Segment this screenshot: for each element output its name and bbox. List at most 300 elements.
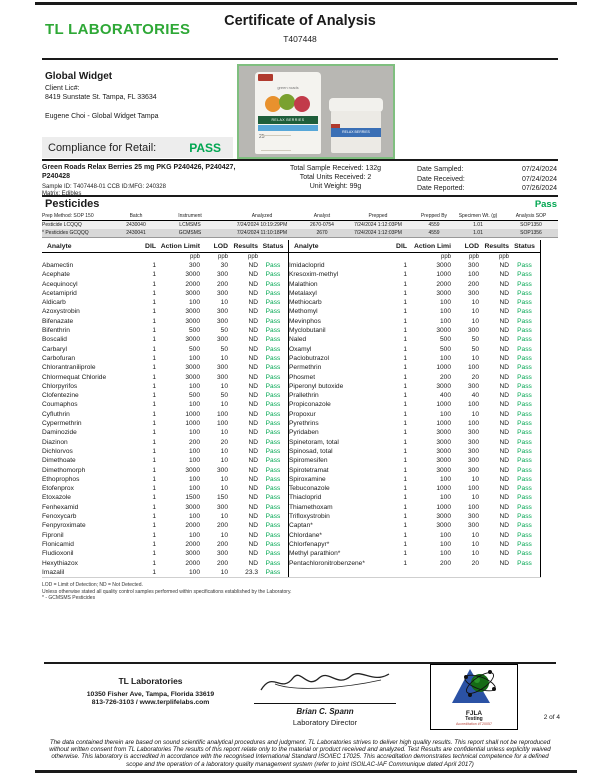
client-name: Global Widget [45,71,113,82]
dil-value: 1 [152,382,156,390]
analyte-row [42,484,288,493]
pouch-brand-text: green roads [277,85,299,90]
unit-ppb: ppb [468,254,479,260]
lod-value: 10 [471,540,479,548]
analyte-name: Carbaryl [42,345,67,353]
analyte-row [42,503,288,512]
analyte-name: Flonicamid [42,540,74,548]
action-limit-value: 3000 [185,364,200,372]
pesticides-title: Pesticides [45,198,100,210]
lod-value: 10 [471,317,479,325]
action-limit-value: 100 [439,317,451,325]
signature-image [255,666,395,698]
lod-value: 10 [220,382,228,390]
analyte-row [42,559,288,568]
result-value: ND [499,540,509,548]
dil-value: 1 [403,410,407,418]
lod-value: 10 [220,475,228,483]
results-col-header: Results [479,240,509,253]
lod-value: 300 [467,447,479,455]
analyte-row [42,549,288,558]
status-col-header: Status [258,240,288,253]
dil-value: 1 [403,420,407,428]
status-value: Pass [517,447,532,455]
lod-value: 10 [471,410,479,418]
result-value: ND [499,262,509,269]
dil-value: 1 [152,364,156,372]
result-value: ND [248,522,258,530]
lab-contact-block [58,676,243,708]
status-value: Pass [265,550,281,558]
action-limit-value: 200 [188,438,200,446]
status-value: Pass [265,364,281,372]
lod-value: 150 [216,494,228,502]
analyte-row [289,493,540,502]
analyte-name: Chlorantraniliprole [42,364,96,372]
action-limit-value: 100 [188,354,200,362]
legal-disclaimer: The data contained therein are based on sound scientific analytical procedures and judgment. TL Laboratories strives to deliver high quality results. This report shall not be reproduced without written consent from TL Laboratories The results of this report relate only to the material or product received and analyzed. Test Results are confidential unless explicitly waived otherwise. This laboratory is accredited in accordance with the recognised International Standard ISO/IEC 17025. This accreditation demonstrates technical competence for a defined scope and the operation of a laboratory quality management system (refer to joint ISOILAC-IAF Communique dated April 2017) [49,738,551,768]
status-value: Pass [265,299,281,307]
action-limit-value: 3000 [436,289,451,297]
dil-value: 1 [403,475,407,483]
dil-value: 1 [403,550,407,558]
action-limit-value: 200 [439,559,451,567]
result-value: ND [499,336,509,344]
status-value: Pass [265,345,281,353]
analyte-row [42,568,288,577]
dil-value: 1 [152,531,156,539]
signer-title: Laboratory Director [292,717,358,727]
analyte-table-left [42,240,289,577]
dil-value: 1 [403,559,407,567]
analyte-name: Acequinocyl [42,280,78,288]
pouch-text-lines [261,135,291,151]
action-limit-value: 2000 [185,280,200,288]
unit-ppb: ppb [440,254,451,260]
result-value: ND [499,522,509,530]
pesticides-section-header [0,198,600,211]
report-header [0,5,600,58]
lod-value: 100 [216,420,228,428]
action-limit-value: 1000 [436,420,451,428]
analyte-row [42,289,288,298]
result-value: ND [499,513,509,521]
dil-value: 1 [152,457,156,465]
compliance-status: PASS [189,140,221,155]
result-value: ND [248,513,258,521]
result-value: ND [248,494,258,502]
result-value: ND [499,410,509,418]
lod-value: 10 [471,475,479,483]
status-value: Pass [265,494,281,502]
prepped-header: Prepped [340,211,416,221]
result-value: ND [248,373,258,381]
dil-value: 1 [403,354,407,362]
lod-value: 300 [216,271,228,279]
analyte-results-tables [42,240,541,578]
analyte-row [42,317,288,326]
result-value: ND [248,531,258,539]
dil-value: 1 [403,336,407,344]
dil-value: 1 [403,392,407,400]
status-value: Pass [265,420,281,428]
lod-value: 300 [467,382,479,390]
action-limit-value: 100 [439,354,451,362]
analyte-name: Methyl parathion* [289,550,341,558]
result-value: ND [248,308,258,316]
dil-value: 1 [152,345,156,353]
result-value: ND [248,457,258,465]
analyte-row [42,261,288,270]
lod-value: 300 [216,364,228,372]
analyte-row [42,270,288,279]
signature-block [250,666,400,727]
analyzed-header: Analyzed [220,211,304,221]
result-value: ND [499,327,509,335]
dil-value: 1 [152,262,156,269]
status-value: Pass [265,522,281,530]
dil-value: 1 [403,540,407,548]
analyte-row [289,559,540,568]
lod-value: 50 [220,392,228,400]
analyte-row [289,531,540,540]
lod-value: 300 [216,308,228,316]
analyte-name: Cyfluthrin [42,410,70,418]
footnote-lod: LOD = Limit of Detection; ND = Not Detected. [42,582,143,589]
analyte-row [42,466,288,475]
footnote-gcmsms: * - GCMSMS Pesticides [42,595,96,602]
dil-value: 1 [403,457,407,465]
action-limit-value: 3000 [436,522,451,530]
dil-value: 1 [152,429,156,437]
result-value: ND [248,485,258,493]
analyte-row [42,447,288,456]
analyte-name: Bifenthrin [42,327,70,335]
status-value: Pass [517,466,532,474]
dil-value: 1 [403,327,407,335]
analyte-name: Myclobutanil [289,327,326,335]
analyte-row [42,493,288,502]
dil-value: 1 [403,466,407,474]
instrument-value: GCMSMS [178,230,202,236]
action-limit-value: 3000 [436,327,451,335]
analyte-row [42,410,288,419]
analyte-row [42,354,288,363]
action-limit-value: 100 [439,540,451,548]
result-value: ND [499,382,509,390]
status-value: Pass [265,271,281,279]
lod-value: 10 [471,550,479,558]
action-limit-value: 2000 [185,540,200,548]
lod-value: 300 [216,336,228,344]
analyte-row [42,363,288,372]
lod-value: 300 [467,262,479,269]
action-limit-col-header: Action Limit [156,240,200,253]
result-value: ND [248,550,258,558]
analyte-name: Oxamyl [289,345,312,353]
status-value: Pass [265,447,281,455]
product-pouch [255,72,321,154]
status-value: Pass [517,429,532,437]
result-value: ND [248,466,258,474]
dil-value: 1 [403,429,407,437]
pesticides-status: Pass [534,199,557,210]
analyte-name: Diazinon [42,438,68,446]
sample-totals [248,164,423,191]
dil-value: 1 [403,289,407,297]
badge-name: FJLA [465,709,483,717]
action-limit-value: 100 [188,513,200,521]
result-value: ND [248,262,258,269]
result-value: ND [499,373,509,381]
analyst-value: 2670-0754 [310,222,334,228]
analyte-name: Acetamiprid [42,289,77,297]
action-limit-value: 100 [439,494,451,502]
analyte-row [42,335,288,344]
lod-value: 20 [220,438,228,446]
status-value: Pass [517,457,532,465]
result-value: ND [499,494,509,502]
analyte-row [42,475,288,484]
date-received-label: Date Received: [417,175,465,183]
analyte-name: Clofentezine [42,392,79,400]
action-limit-value: 3000 [436,447,451,455]
dil-value: 1 [152,271,156,279]
status-value: Pass [517,475,532,483]
dil-value: 1 [152,494,156,502]
analyte-row [289,466,540,475]
action-limit-value: 1000 [436,364,451,372]
action-limit-value: 3000 [436,438,451,446]
analyte-row [289,456,540,465]
result-value: ND [248,280,258,288]
action-limit-value: 3000 [436,429,451,437]
status-value: Pass [265,475,281,483]
gummies-image [265,94,311,114]
analyte-name: Fipronil [42,531,64,539]
signature-line [254,703,396,704]
pouch-band-label: RELAX BERRIES [258,116,318,124]
analyte-row [42,512,288,521]
analyte-name: Chlorfenapyr* [289,540,330,548]
analyte-name: Prallethrin [289,392,319,400]
dil-value: 1 [152,317,156,325]
prep-method-header: Prep Method: SOP 150 [42,211,112,221]
total-units-received: Total Units Received: 2 [299,174,372,181]
dil-value: 1 [403,494,407,502]
lod-value: 300 [467,466,479,474]
lod-value: 40 [471,392,479,400]
lod-value: 10 [471,299,479,307]
status-value: Pass [265,429,281,437]
status-value: Pass [517,503,532,511]
result-value: ND [499,420,509,428]
analyte-name: Fenhexamid [42,503,79,511]
dil-value: 1 [152,447,156,455]
action-limit-value: 500 [188,327,200,335]
status-value: Pass [265,568,281,576]
analyte-row [289,549,540,558]
analyte-row [42,540,288,549]
analyte-name: Phosmet [289,373,316,381]
status-value: Pass [265,382,281,390]
lod-value: 50 [471,345,479,353]
analyte-row [289,261,540,270]
lod-value: 10 [471,354,479,362]
analyte-row [289,484,540,493]
analysis-sop-value: SOP1350 [520,222,542,228]
analyte-name: Tebuconazole [289,485,330,493]
action-limit-value: 100 [188,429,200,437]
analyst-value: 2670 [316,230,328,236]
status-value: Pass [517,531,532,539]
action-limit-value: 3000 [185,271,200,279]
result-value: ND [499,559,509,567]
table-footnotes [42,582,600,602]
dil-value: 1 [403,513,407,521]
result-value: ND [248,345,258,353]
date-reported-row [417,184,557,194]
pouch-dose-number: 25 [259,134,265,140]
analyte-name: Mevinphos [289,317,321,325]
action-limit-value: 1500 [185,494,200,502]
result-value: ND [248,364,258,372]
status-value: Pass [265,466,281,474]
instrument-value: LCMSMS [179,222,201,228]
lod-value: 10 [220,513,228,521]
status-value: Pass [265,327,281,335]
badge-subtitle: Testing [465,715,483,722]
dil-value: 1 [403,364,407,372]
status-value: Pass [265,410,281,418]
status-value: Pass [265,457,281,465]
result-value: ND [499,345,509,353]
product-name: Green Roads Relax Berries 25 mg PKG P240426, P240427, P240428 [42,164,236,180]
analyte-name: Chlordane* [289,531,322,539]
status-value: Pass [265,336,281,344]
dil-value: 1 [152,485,156,493]
status-value: Pass [517,401,532,409]
accreditation-badge [430,664,518,730]
report-id: T407448 [283,34,317,44]
action-limit-value: 100 [188,475,200,483]
lod-value: 200 [216,540,228,548]
action-limit-value: 1000 [436,271,451,279]
lod-value: 200 [216,280,228,288]
analyte-name: Paclobutrazol [289,354,329,362]
result-value: ND [248,401,258,409]
analyte-row [289,503,540,512]
lod-value: 100 [467,364,479,372]
status-value: Pass [517,271,532,279]
analyte-name: Propoxur [289,410,316,418]
dil-value: 1 [152,503,156,511]
dil-value: 1 [152,513,156,521]
analyte-name: Aldicarb [42,299,66,307]
client-contact: Eugene Choi - Global Widget Tampa [45,113,159,120]
dil-value: 1 [152,289,156,297]
jar-lid [329,98,383,112]
analyte-name: Captan* [289,522,313,530]
analyte-row [42,521,288,530]
total-sample-received: Total Sample Received: 132g [289,165,382,172]
unit-ppb: ppb [189,254,200,260]
status-value: Pass [517,420,532,428]
analyte-row [42,326,288,335]
analysis-sop-header: Analysis SOP [504,211,558,221]
dil-value: 1 [152,308,156,316]
action-limit-value: 3000 [185,336,200,344]
lod-value: 300 [467,327,479,335]
lod-value: 300 [467,429,479,437]
result-value: ND [248,327,258,335]
analyte-name: Chlorpyrifos [42,382,78,390]
result-value: ND [499,447,509,455]
unit-ppb: ppb [217,254,228,260]
action-limit-value: 3000 [436,457,451,465]
lod-value: 10 [471,531,479,539]
action-limit-value: 500 [439,345,451,353]
gummy-green [279,94,295,110]
dil-value: 1 [403,382,407,390]
status-value: Pass [265,354,281,362]
dil-value: 1 [152,475,156,483]
dil-value: 1 [152,299,156,307]
lod-value: 10 [220,531,228,539]
action-limit-value: 500 [188,392,200,400]
lod-value: 200 [216,522,228,530]
dil-value: 1 [403,401,407,409]
dil-value: 1 [152,354,156,362]
action-limit-value: 100 [439,475,451,483]
lod-value: 10 [220,354,228,362]
result-value: ND [248,503,258,511]
dil-value: 1 [152,280,156,288]
action-limit-value: 3000 [436,513,451,521]
prepped-value: 7/24/2024 1:12:03PM [354,222,402,228]
analyte-name: Dimethoate [42,457,76,465]
client-block [45,72,159,121]
client-info-section [0,60,600,159]
dil-value: 1 [403,317,407,325]
lod-value: 300 [216,317,228,325]
analyte-row [289,428,540,437]
analyte-row [289,298,540,307]
analyte-name: Spinetoram, total [289,438,339,446]
action-limit-value: 400 [439,392,451,400]
analyte-name: Bifenazate [42,317,74,325]
page-number: 2 of 4 [543,713,560,721]
batch-value: 2430040 [126,222,146,228]
status-value: Pass [517,354,532,362]
lod-value: 200 [216,559,228,567]
analyte-name: Piperonyl butoxide [289,382,344,390]
status-value: Pass [517,327,532,335]
analyte-name: Ethoprophos [42,475,80,483]
analyte-name: Pentachloronitrobenzene* [289,559,365,567]
analyte-row [42,531,288,540]
action-limit-value: 100 [439,308,451,316]
lod-value: 50 [220,345,228,353]
analyte-header-row [289,240,540,253]
analyte-row [289,280,540,289]
lod-value: 10 [220,568,228,576]
dil-value: 1 [403,531,407,539]
action-limit-value: 100 [188,382,200,390]
analyte-row [289,382,540,391]
lod-value: 20 [471,559,479,567]
analyte-row [289,354,540,363]
